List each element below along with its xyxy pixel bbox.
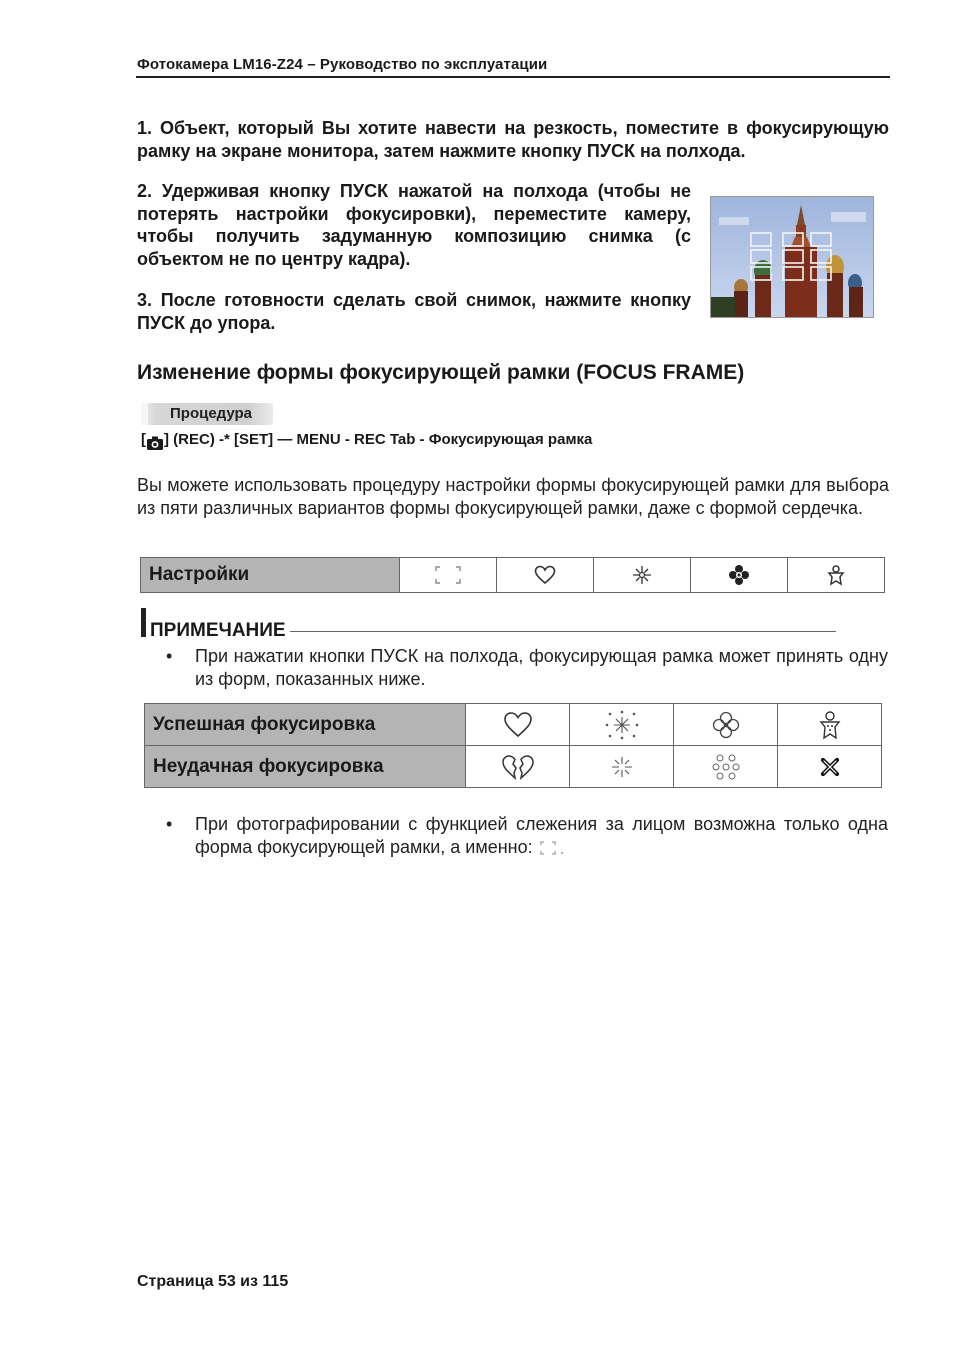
path-rest: (REC) -* [SET] — MENU - REC Tab - Фокусирующая рамка [169, 431, 593, 448]
cathedral-photo [710, 196, 874, 318]
success-label: Успешная фокусировка [145, 704, 466, 746]
menu-path [141, 431, 592, 451]
path-bracket-open: [ [141, 431, 146, 448]
section-title: Изменение формы фокусирующей рамки (FOCUS FRAME) [137, 361, 745, 384]
note-bullet-1: При нажатии кнопки ПУСК на полхода, фокусирующая рамка может принять одну из форм, показанных ниже. [195, 646, 888, 689]
camera-icon [146, 434, 164, 451]
header-title: Фотокамера LM16-Z24 – Руководство по эксплуатации [137, 56, 548, 73]
sparkle-burst-icon [570, 704, 674, 746]
cross-icon [778, 746, 882, 788]
bullet-dot-1: • [166, 646, 173, 666]
header-rule [136, 76, 890, 78]
settings-row [141, 558, 885, 593]
path-bracket-close: ] [164, 431, 169, 448]
figure-icon [778, 704, 882, 746]
note-bullet-2 [195, 813, 888, 858]
small-burst-icon [570, 746, 674, 788]
description-text: Вы можете использовать процедуру настройки формы фокусирующей рамки для выбора из пяти различных вариантов формы фокусирующей рамки, даже с формой сердечка. [137, 475, 889, 518]
heart-icon [466, 704, 570, 746]
bracket-frame-inline-icon [538, 837, 568, 857]
settings-label: Настройки [141, 558, 400, 593]
flower-icon [674, 704, 778, 746]
broken-heart-icon [466, 746, 570, 788]
flower-frame-icon [691, 558, 788, 593]
bracket-frame-icon [400, 558, 497, 593]
step-3-text: 3. После готовности сделать свой снимок, нажмите кнопку ПУСК до упора. [137, 290, 691, 333]
step-1-text: 1. Объект, который Вы хотите навести на резкость, поместите в фокусирующую рамку на экране монитора, затем нажмите кнопку ПУСК на полхода. [137, 118, 889, 161]
bullet-dot-2: • [166, 814, 173, 834]
note-bullet-2-text: При фотографировании с функцией слежения за лицом возможна только одна форма фокусирующей рамки, а именно: [195, 814, 888, 857]
step-2-text: 2. Удерживая кнопку ПУСК нажатой на полхода (чтобы не потерять настройки фокусировки), переместите камеру, чтобы получить задуманную композицию снимка (с объектом не по центру кадра). [137, 181, 691, 269]
heart-frame-icon [497, 558, 594, 593]
failure-label: Неудачная фокусировка [145, 746, 466, 788]
page-number: Страница 53 из 115 [137, 1273, 289, 1290]
sparkle-frame-icon [594, 558, 691, 593]
scattered-flower-icon [674, 746, 778, 788]
procedure-label: Процедура [170, 405, 253, 422]
procedure-badge-edge [141, 403, 148, 425]
settings-table [140, 557, 885, 593]
table-row [145, 704, 882, 746]
note-title: ПРИМЕЧАНИЕ [150, 620, 286, 641]
note-marker [141, 608, 146, 637]
note-rule [290, 631, 836, 632]
star-figure-frame-icon [788, 558, 885, 593]
focus-result-table [144, 703, 882, 788]
table-row [145, 746, 882, 788]
